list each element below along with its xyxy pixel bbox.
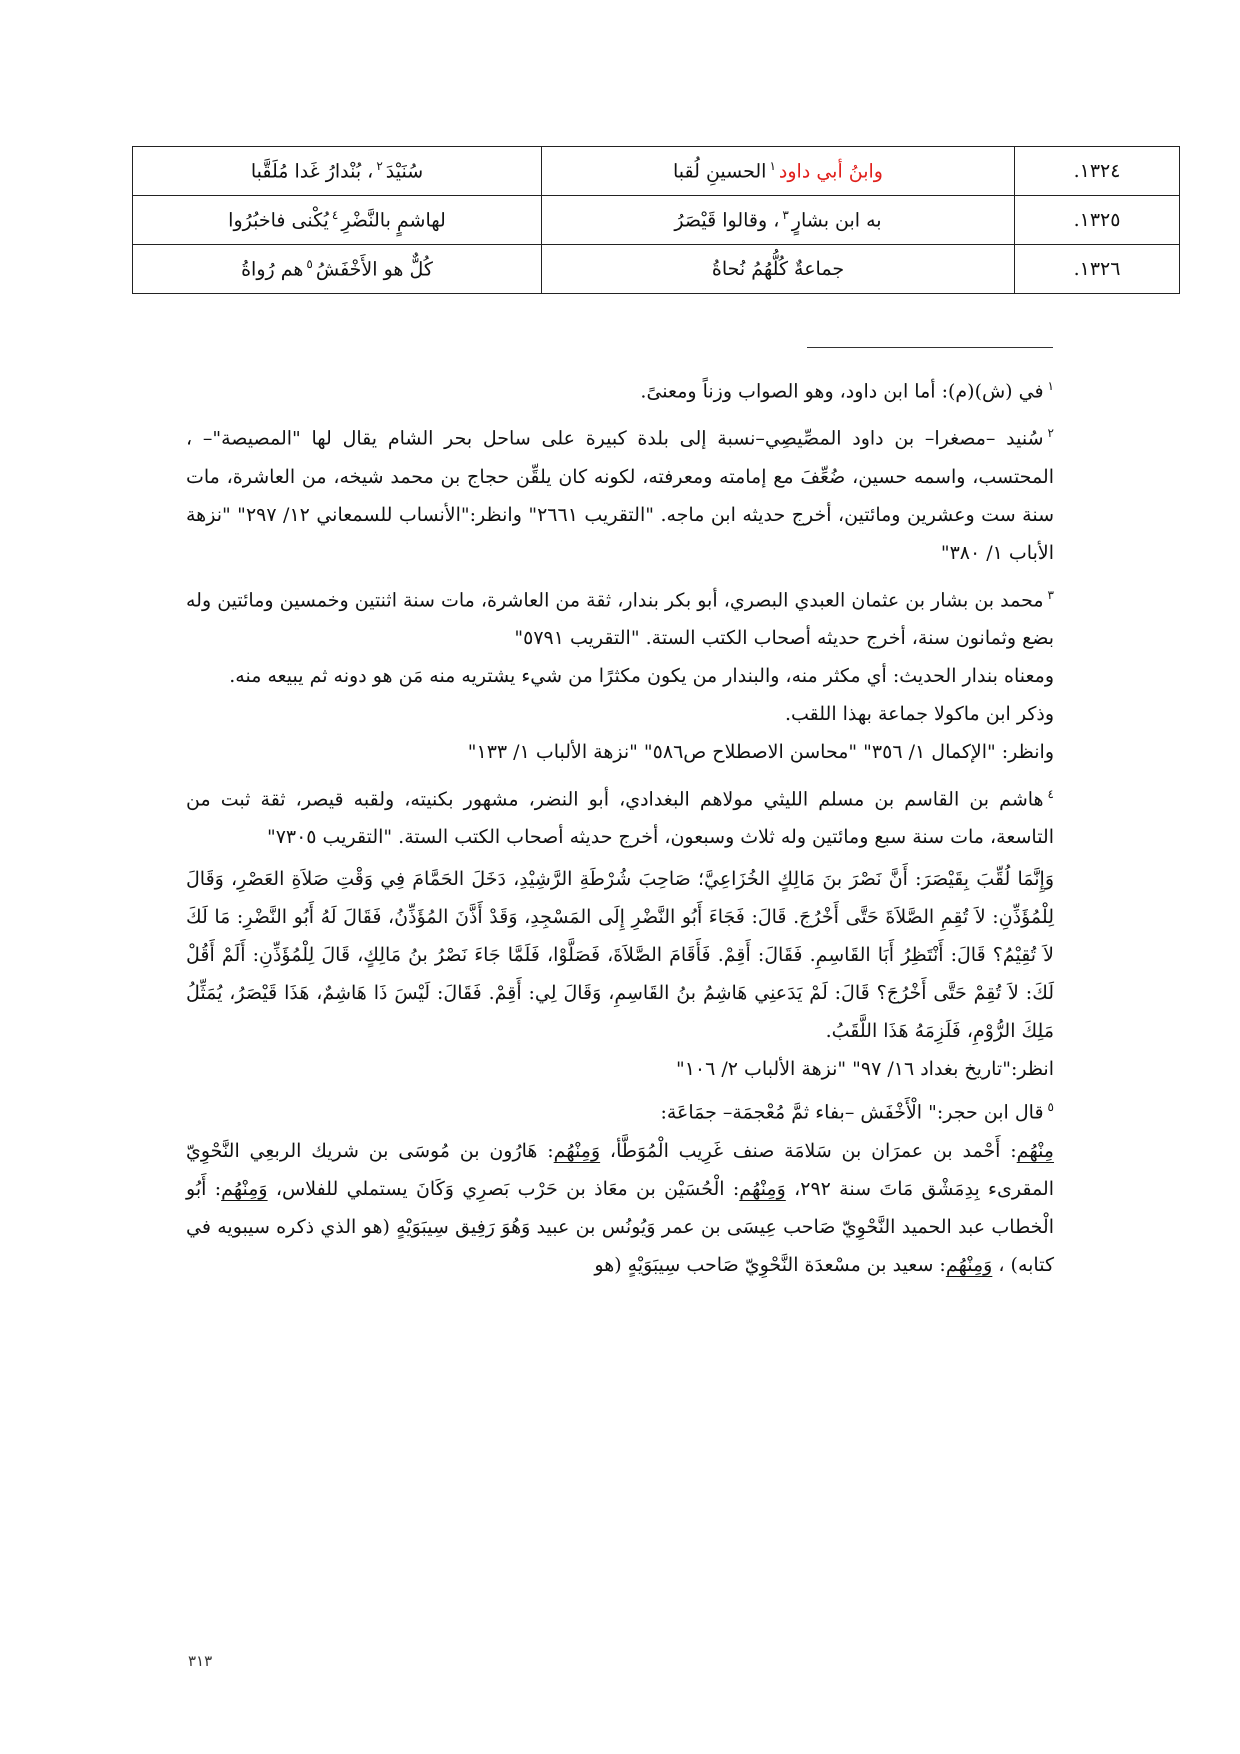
paragraph-text: : هَارُون بن مُوسَى بن شريك الربعِي النَّحْوِيّ المقرىء بِدِمَشْق مَاتَ سنة ٢٩٢، [186,1139,1054,1200]
underlined-term: وَمِنْهُم [739,1177,786,1200]
second-hemistich [133,196,542,245]
verse-number: ١٣٢٦. [1015,245,1180,294]
paragraph-text: : أَبُو الْخطاب عبد الحميد النَّحْوِيّ صَاحب عِيسَى بن عمر وَيُونُس بن عبيد وَهُوَ رَفِيق سِيبَوَيْهٍ (هو الذي ذكره سيبويه في كتابه) ، [186,1177,1054,1276]
highlighted-name: وابنُ أبي داود [778,160,883,183]
footnote-4-paragraph: انظر:"تاريخ بغداد ١٦/ ٩٧" "نزهة الألباب ٢/ ١٠٦" [675,1058,1054,1081]
footnote-ref: ٥ [306,257,313,272]
footnote-2 [186,414,1054,571]
hemistich-text: الحسينِ لُقبا [673,160,767,183]
footnote-separator [807,347,1053,348]
footnote-ref: ٤ [331,208,339,223]
footnotes [186,367,1054,1284]
verse-number: ١٣٢٥. [1015,196,1180,245]
footnote-5-paragraph [186,1132,1054,1284]
underlined-term: مِنْهُم [1016,1139,1054,1162]
footnote-ref: ١ [769,159,776,174]
footnote-number: ١ [1047,379,1054,393]
paragraph-text: : سعيد بن مسْعدَة النَّحْوِيّ صَاحب سِيبَوَيْهٍ (هو [594,1253,946,1276]
table-row [133,196,1180,245]
first-hemistich: جماعةٌ كُلُّهُمُ نُحاةُ [542,245,1015,294]
footnote-number: ٣ [1047,587,1054,602]
footnote-number: ٥ [1047,1100,1054,1115]
second-hemistich [133,147,542,196]
footnote-1 [186,367,1054,410]
underlined-term: وَمِنْهُم [221,1177,268,1200]
hemistich-text: لهاشمٍ بالنَّضْرِ [341,209,446,232]
footnote-3-paragraph: وذكر ابن ماكولا جماعة بهذا اللقب. [784,702,1054,725]
footnote-text: محمد بن بشار بن عثمان العبدي البصري، أبو بكر بندار، ثقة من العاشرة، مات سنة اثنتين وخمسين ومائتين وله بضع وثمانون سنة، أخرج حديثه أصحاب الكتب الستة. "التقريب ٥٧٩١" [186,588,1054,649]
paragraph-text: : الْحُسَيْن بن معَاذ بن حَرْب بَصرِي وَكَانَ يستملي للفلاس، [267,1177,740,1200]
verse-table [132,146,1180,294]
second-hemistich [133,245,542,294]
verse-number: ١٣٢٤. [1015,147,1180,196]
first-hemistich [542,196,1015,245]
footnote-3 [186,576,1054,657]
footnote-3-paragraph: ومعناه بندار الحديث: أي مكثر منه، والبندار من يكون مكثرًا من شيء يشتريه منه مَن هو دونه ثم يبيعه منه. [229,664,1054,687]
footnote-number: ٢ [1047,426,1054,441]
table-row [133,245,1180,294]
hemistich-text: به ابن بشارٍ [791,209,882,232]
underlined-term: وَمِنْهُم [553,1139,601,1162]
first-hemistich [542,147,1015,196]
hemistich-text: كُلٌّ هو الأَخْفَشُ [315,258,433,281]
underlined-term: وَمِنْهُم [945,1253,993,1276]
table-row [133,147,1180,196]
paragraph-text: : أَحْمد بن عمرَان بن سَلامَة صنف غَرِيب الْمُوَطَّأ، [600,1139,1017,1162]
footnote-3-paragraph: وانظر: "الإكمال ١/ ٣٥٦" "محاسن الاصطلاح ص٥٨٦" "نزهة الألباب ١/ ١٣٣" [467,740,1054,763]
footnote-4-paragraph: وَإِنَّمَا لُقِّبَ بِقَيْصَرَ: أَنَّ نَصْرَ بنَ مَالِكٍ الخُزَاعِيَّ؛ صَاحِبَ شُرْطَةِ الرَّشِيْدِ، دَخَلَ الحَمَّامَ فِي وَقْتِ صَلاَةِ العَصْرِ، وَقَالَ لِلْمُؤَذِّنِ: لاَ تُقِمِ الصَّلاَةَ حَتَّى أَخْرُجَ. قَالَ: فَجَاءَ أَبُو النَّضْرِ إِلَى المَسْجِدِ، وَقَدْ أَذَّنَ المُؤَذِّنُ، فَقَالَ لَهُ أَبُو النَّضْرِ: مَا لَكَ لاَ تُقِيْمُ؟ قَالَ: أَنْتَظِرُ أَبَا القَاسِمِ. فَقَالَ: أَقِمْ. فَأَقَامَ الصَّلاَةَ، فَصَلَّوْا، فَلَمَّا جَاءَ نَصْرُ بنُ مَالِكٍ، قَالَ لِلْمُؤَذِّنِ: أَلَمْ أَقُلْ لَكَ: لاَ تُقِمْ حَتَّى أَخْرُجَ؟ قَالَ: لَمْ يَدَعنِي هَاشِمُ بنُ القَاسِمِ، وَقَالَ لِي: أَقِمْ. فَقَالَ: لَيْسَ ذَا هَاشِمٌ، هَذَا قَيْصَرُ، يُمَثِّلُ مَلِكَ الرُّوْمِ، فَلَزِمَهُ هَذَا اللَّقَبُ. [186,868,1054,1043]
page-number: ٣١٣ [188,1652,213,1670]
footnote-number: ٤ [1047,786,1054,801]
hemistich-text: هم رُواةُ [241,258,304,281]
footnote-text: هاشم بن القاسم بن مسلم الليثي مولاهم البغدادي، أبو النضر، مشهور بكنيته، ولقبه قيصر، ثقة ثبت من التاسعة، مات سنة سبع ومائتين وله ثلاث وسبعون، أخرج حديثه أصحاب الكتب الستة. "التقريب ٧٣٠٥" [186,788,1054,849]
footnote-5 [186,1088,1054,1131]
footnote-ref: ٢ [376,159,383,174]
footnote-text: سُنيد –مصغرا– بن داود المصِّيصِي–نسبة إلى بلدة كبيرة على ساحل بحر الشام يقال لها "المصيصة"– ، المحتسب، واسمه حسين، ضُعِّفَ مع إمامته ومعرفته، لكونه كان يلقِّن حجاج بن محمد شيخه، من العاشرة، مات سنة ست وعشرين ومائتين، أخرج حديثه ابن ماجه. "التقريب ٢٦٦١" وانظر:"الأنساب للسمعاني ١٢/ ٢٩٧" "نزهة الأباب ١/ ٣٨٠" [186,427,1054,564]
hemistich-text: ، وقالوا قَيْصَرُ [674,209,780,232]
hemistich-text: سُنَيْدَ [385,160,424,183]
hemistich-text: يُكْنى فاخبُرُوا [228,209,329,232]
footnote-ref: ٣ [782,208,789,223]
hemistich-text: ، بُنْدارُ غَدا مُلَقَّبا [250,160,374,183]
footnote-text: قال ابن حجر:" الْأَخْفَش –بفاء ثمَّ مُعْجمَة– جمَاعَة: [660,1101,1044,1124]
footnote-4 [186,775,1054,856]
footnote-text: في (ش)(م): أما ابن داود، وهو الصواب وزناً ومعنىً. [640,380,1044,403]
